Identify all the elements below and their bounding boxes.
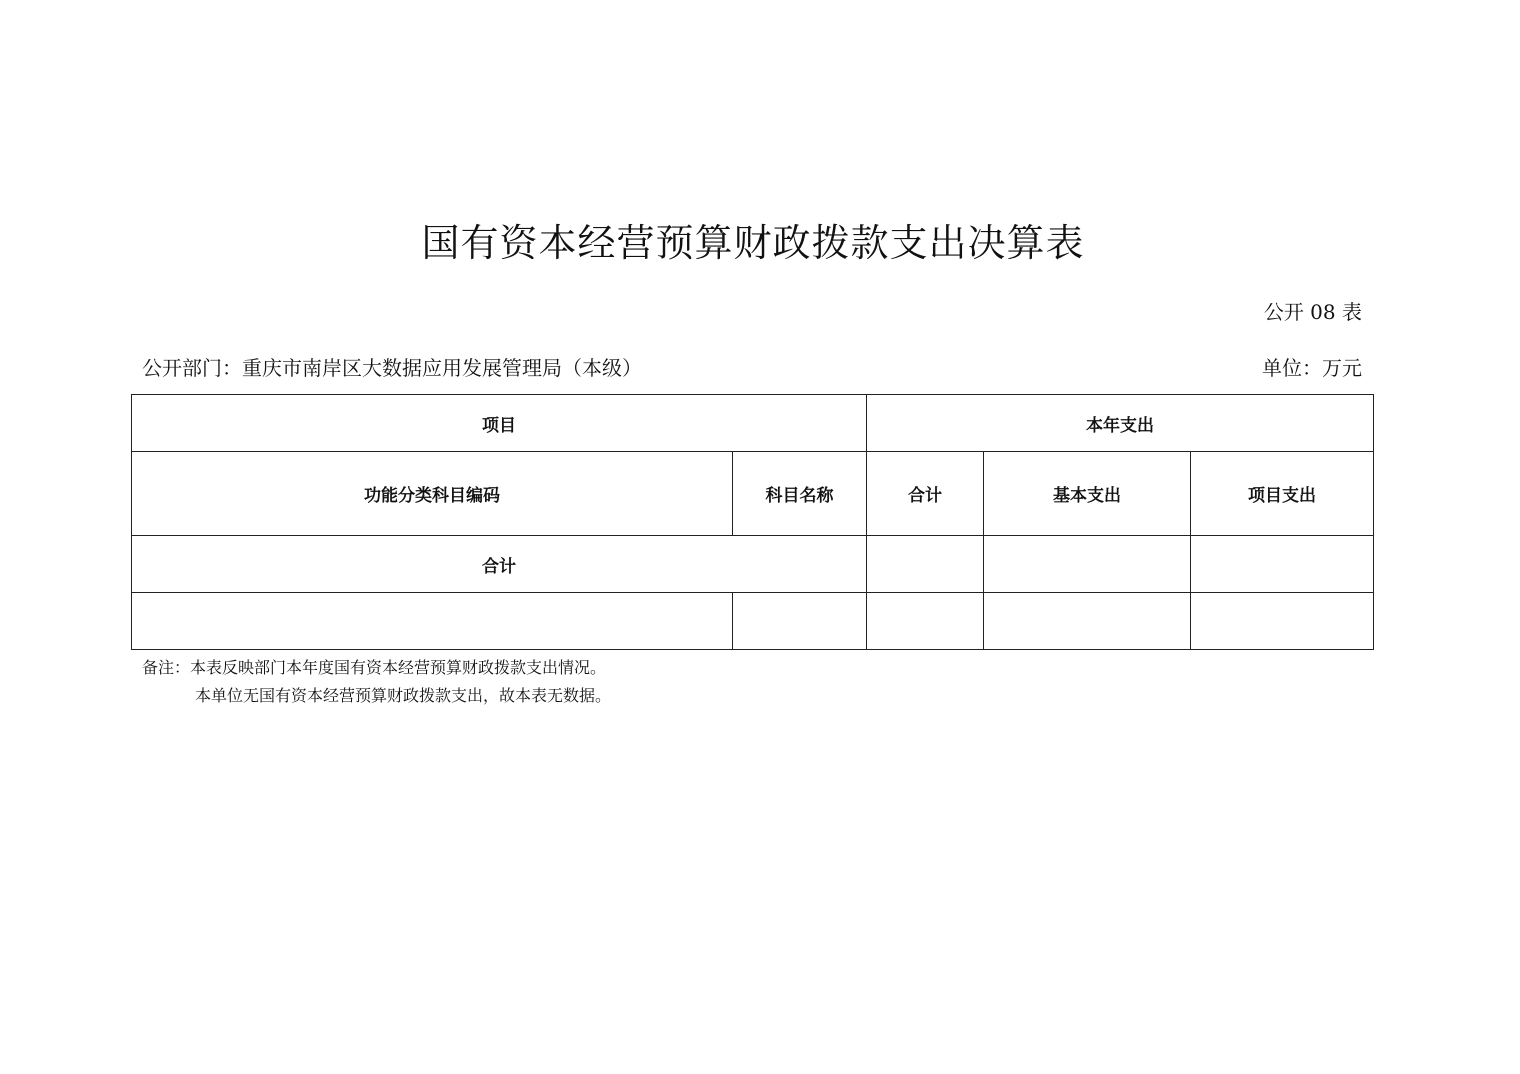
row-total [867, 593, 984, 650]
total-row-basic [984, 536, 1191, 593]
header-subject-name: 科目名称 [733, 452, 867, 536]
unit-label: 单位：万元 [1262, 356, 1362, 380]
table-header-row [132, 395, 1374, 452]
notes [142, 654, 611, 710]
total-row-label: 合计 [132, 536, 867, 593]
header-project-expenditure: 项目支出 [1191, 452, 1374, 536]
form-code: 公开 08 表 [1263, 300, 1362, 324]
header-function-code: 功能分类科目编码 [132, 452, 733, 536]
expenditure-table [131, 394, 1374, 650]
header-basic-expenditure: 基本支出 [984, 452, 1191, 536]
header-current-year-expenditure: 本年支出 [867, 395, 1374, 452]
total-row-total [867, 536, 984, 593]
row-basic [984, 593, 1191, 650]
row-subject-name [733, 593, 867, 650]
row-function-code [132, 593, 733, 650]
note-line-2: 本单位无国有资本经营预算财政拨款支出，故本表无数据。 [195, 686, 612, 705]
header-project: 项目 [132, 395, 867, 452]
page-title: 国有资本经营预算财政拨款支出决算表 [421, 221, 1085, 265]
header-total: 合计 [867, 452, 984, 536]
note-line-1: 备注：本表反映部门本年度国有资本经营预算财政拨款支出情况。 [142, 658, 607, 677]
row-project [1191, 593, 1374, 650]
total-row-project [1191, 536, 1374, 593]
department-label: 公开部门：重庆市南岸区大数据应用发展管理局（本级） [142, 356, 642, 380]
table-total-row [132, 536, 1374, 593]
table-row [132, 593, 1374, 650]
table-subheader-row [132, 452, 1374, 536]
